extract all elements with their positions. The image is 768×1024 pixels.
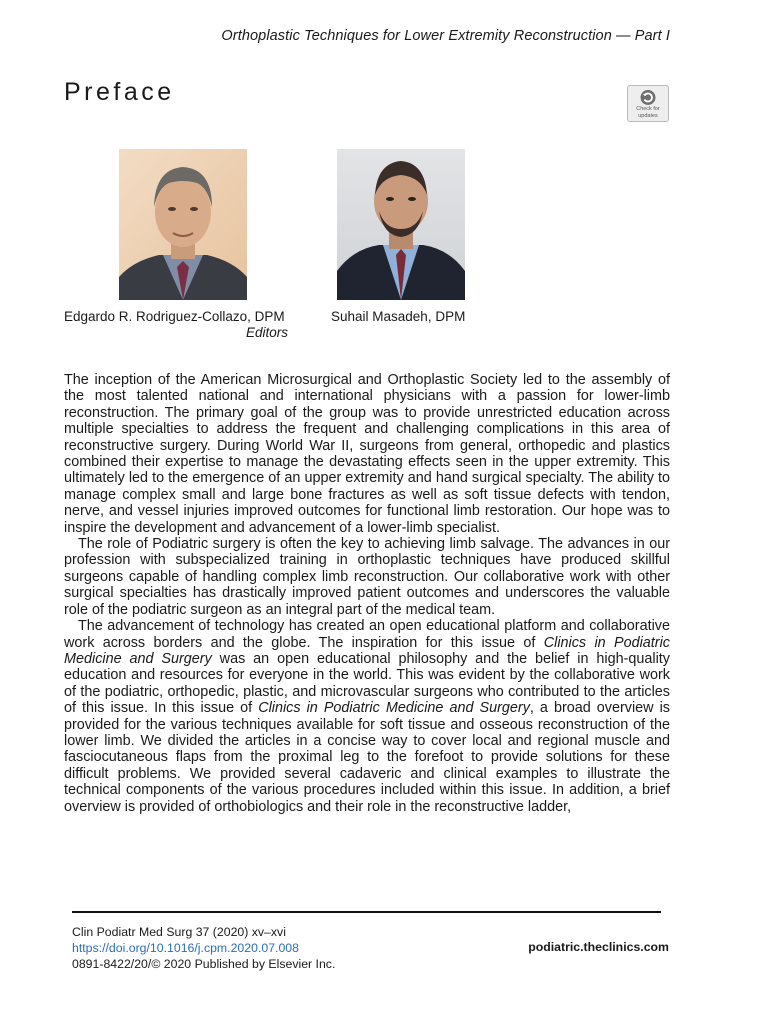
footer-divider bbox=[72, 911, 661, 913]
footer-citation-block bbox=[72, 924, 335, 972]
journal-title-2: Clinics in Podiatric Medicine and Surgery bbox=[258, 700, 530, 717]
editors-label: Editors bbox=[246, 325, 289, 340]
journal-website[interactable]: podiatric.theclinics.com bbox=[528, 940, 669, 954]
editor-name-1: Edgardo R. Rodriguez-Collazo, DPM bbox=[64, 309, 285, 324]
copyright: 0891-8422/20/© 2020 Published by Elsevier Inc. bbox=[72, 957, 336, 971]
doi-link[interactable]: https://doi.org/10.1016/j.cpm.2020.07.008 bbox=[72, 941, 299, 955]
editor-photo-1 bbox=[119, 149, 247, 300]
paragraph-1: The inception of the American Microsurgical and Orthoplastic Society led to the assembly of the most talented national and international physicians with a passion for lower-limb reconstruction. The primary goal of the group was to provide unrestricted education across multiple specialties to address the frequent and challenging complications in this area of reconstructive surgery. During World War II, surgeons from general, orthopedic and plastics combined their expertise to manage the devastating effects seen in the upper extremity. This ultimately led to the emergence of an upper extremity and hand surgical specialty. The ability to manage complex small and large bone fractures as well as soft tissue defects with tendon, nerve, and vessel injuries improved outcomes for functional limb restoration. Our hope was to inspire the development and advancement of a lower-limb specialist. bbox=[64, 372, 670, 536]
check-updates-line2: updates bbox=[638, 112, 658, 119]
preface-body bbox=[64, 372, 670, 815]
paragraph-3-part-a: The advancement of technology has created an open educational platform and collaborative work across borders and the globe. The inspiration for this issue of bbox=[64, 618, 670, 651]
citation: Clin Podiatr Med Surg 37 (2020) xv–xvi bbox=[72, 925, 286, 939]
paragraph-2: The role of Podiatric surgery is often the key to achieving limb salvage. The advances in our profession with subspecialized training in orthoplastic techniques have produced skillful surgeons capable of handling complex limb reconstruction. Our collaborative work with other surgical specialties has drastically improved patient outcomes and underscores the valuable role of the podiatric surgeon as an integral part of the medical team. bbox=[64, 536, 670, 618]
journal-title-1: Clinics in Podiatric Medicine and Surgery bbox=[64, 634, 670, 667]
check-updates-icon bbox=[639, 89, 657, 106]
paragraph-3-part-c: , a broad overview is provided for the various techniques available for soft tissue and osseous reconstruction of the lower limb. We divided the articles in a concise way to cover local and regional muscle and fasciocutaneous flaps from the proximal leg to the forefoot to provide solutions for these difficult problems. We provided several cadaveric and clinical examples to illustrate the technical components of the various procedures included within this issue. In addition, a brief overview is provided of orthobiologics and their role in the reconstructive ladder, bbox=[64, 700, 670, 815]
paragraph-3-part-b: was an open educational philosophy and the belief in high-quality education and resources for everyone in the world. This was evident by the collaborative work of the podiatric, orthopedic, plastic, and microvascular surgeons who contributed to the articles of this issue. In this issue of bbox=[64, 650, 670, 717]
check-updates-line1: Check for bbox=[636, 106, 660, 112]
check-for-updates-badge[interactable] bbox=[627, 85, 669, 122]
editor-photo-2 bbox=[337, 149, 465, 300]
page-title: Preface bbox=[64, 78, 175, 106]
paragraph-3 bbox=[64, 618, 670, 815]
editor-name-2: Suhail Masadeh, DPM bbox=[331, 309, 466, 324]
running-head: Orthoplastic Techniques for Lower Extremity Reconstruction — Part I bbox=[221, 28, 670, 44]
